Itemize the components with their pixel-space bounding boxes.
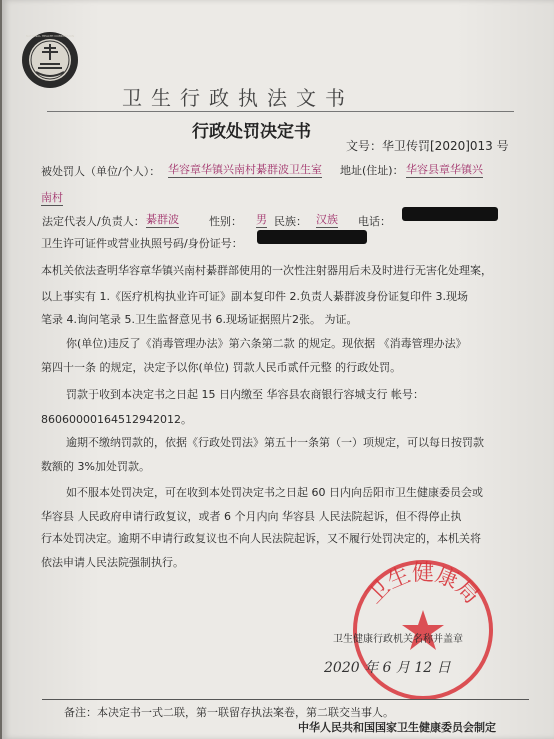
late-fee-paragraph-line-1: 逾期不缴纳罚款的，依据《行政处罚法》第五十一条第（一）项规定，可以每日按罚款 bbox=[66, 436, 484, 449]
sex-label: 性别： bbox=[209, 215, 242, 228]
sex-value: 男 bbox=[256, 213, 267, 226]
party-address-label: 地址(住址)： bbox=[340, 164, 404, 177]
violation-paragraph-line-1: 你(单位)违反了《消毒管理办法》第六条第二款 的规定。现依据 《消毒管理办法》 bbox=[66, 337, 467, 350]
appeal-paragraph-line-1: 如不服本处罚决定，可在收到本处罚决定书之日起 60 日内向岳阳市卫生健康委员会或 bbox=[66, 486, 483, 499]
document-title: 行政处罚决定书 bbox=[192, 122, 311, 142]
document-number: 文号：华卫传罚[2020]013 号 bbox=[346, 139, 509, 153]
party-label: 被处罚人（单位/个人）： bbox=[41, 165, 161, 178]
national-health-commission-emblem bbox=[20, 30, 80, 90]
appeal-paragraph-line-4: 依法申请人民法院强制执行。 bbox=[41, 556, 184, 569]
party-address: 华容县章华镇兴 bbox=[406, 163, 483, 176]
license-label: 卫生许可证件或营业执照号码/身份证号： bbox=[41, 237, 243, 250]
svg-text:卫生健康局: 卫生健康局 bbox=[362, 560, 484, 609]
appeal-paragraph-line-3: 行本处罚决定。逾期不申请行政复议也不向人民法院起诉，又不履行处罚决定的，本机关将 bbox=[41, 532, 481, 545]
payment-account-number: 86060000164512942012。 bbox=[41, 413, 192, 426]
facts-paragraph-line-3: 笔录 4.询问笔录 5.卫生监督意见书 6.现场证据照片2张。 为证。 bbox=[41, 313, 358, 326]
document-page bbox=[2, 0, 554, 739]
header-divider bbox=[47, 111, 514, 112]
violation-paragraph-line-2: 第四十一条 的规定，决定予以你(单位) 罚款人民币贰仟元整 的行政处罚。 bbox=[41, 361, 402, 374]
signature-authority-label: 卫生健康行政机关名称并盖章 bbox=[333, 634, 463, 645]
footer-maker: 中华人民共和国国家卫生健康委员会制定 bbox=[298, 721, 496, 734]
ethnicity-label: 民族： bbox=[274, 215, 307, 228]
footer-divider bbox=[42, 699, 529, 700]
official-red-seal bbox=[348, 555, 498, 705]
appeal-paragraph-line-2: 华容县 人民政府申请行政复议，或者 6 个月内向 华容县 人民法院起诉，但不得停止执 bbox=[41, 510, 462, 523]
ethnicity-value: 汉族 bbox=[316, 213, 338, 226]
representative-label: 法定代表人/负责人： bbox=[42, 215, 145, 228]
party-name: 华容章华镇兴南村綦群波卫生室 bbox=[168, 163, 322, 176]
representative-name: 綦群波 bbox=[146, 213, 179, 226]
footer-note: 备注：本决定书一式二联，第一联留存执法案卷，第二联交当事人。 bbox=[64, 706, 394, 719]
signature-date: 2020 年 6 月 12 日 bbox=[324, 660, 451, 676]
svg-text:NATIONAL HEALTH COMMISSION: NATIONAL HEALTH COMMISSION bbox=[25, 34, 75, 38]
late-fee-paragraph-line-2: 数额的 3%加处罚款。 bbox=[41, 460, 150, 473]
id-number-redaction bbox=[257, 230, 367, 244]
facts-paragraph-line-2: 以上事实有 1.《医疗机构执业许可证》副本复印件 2.负责人綦群波身份证复印件 3.现场 bbox=[41, 290, 468, 303]
agency-header: 卫生行政执法文书 bbox=[122, 86, 354, 110]
phone-label: 电话： bbox=[358, 215, 391, 228]
phone-redaction bbox=[402, 207, 498, 221]
payment-paragraph-line-1: 罚款于收到本决定书之日起 15 日内缴至 华容县农商银行容城支行 帐号： bbox=[66, 388, 424, 401]
party-address-continued: 南村 bbox=[41, 191, 63, 204]
facts-paragraph-line-1: 本机关依法查明华容章华镇兴南村綦群部使用的一次性注射器用后未及时进行无害化处理案， bbox=[41, 264, 492, 277]
